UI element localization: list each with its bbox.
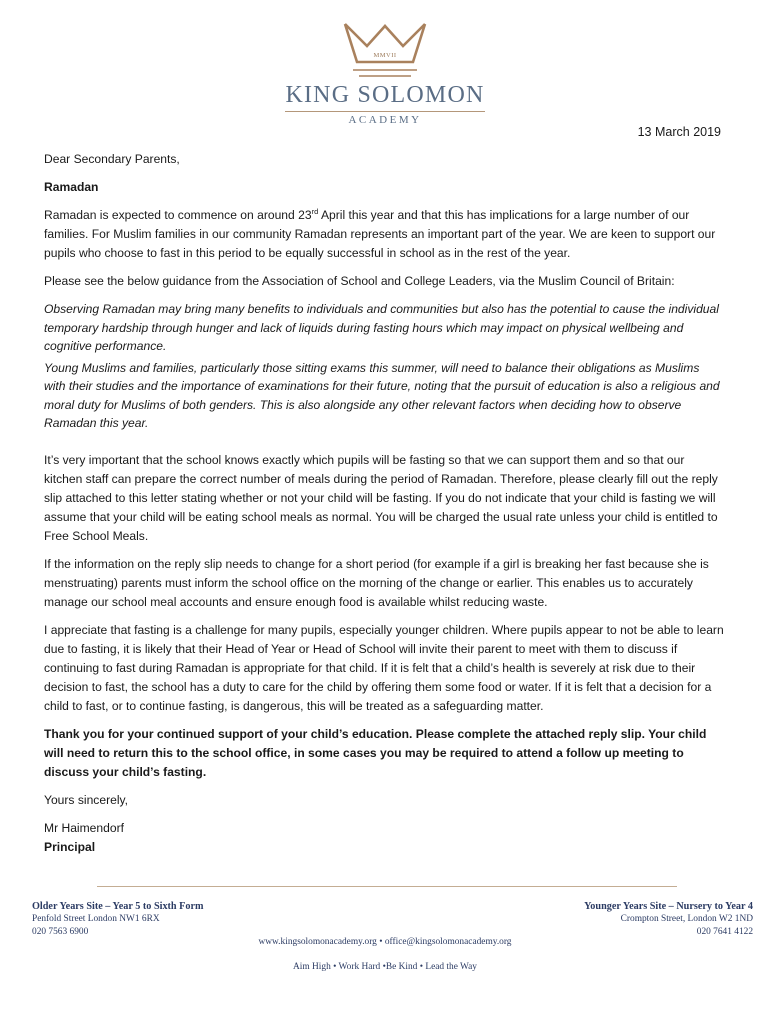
signer-title-text: Principal xyxy=(44,839,96,854)
crown-emblem-icon xyxy=(335,18,435,80)
guidance-quote-1: Observing Ramadan may bring many benefits to individuals and communities but also has the potential to cause the individual temporary hardship through hunger and lack of liquids during fasting hours which may impact on physical wellbeing and cognitive performance. xyxy=(44,302,719,353)
thanks-text: Thank you for your continued support of your child’s education. Please complete the attached reply slip. Your child will need to return this to the school office, in some cases you may be required to attend a follow up meeting to discuss your child’s fasting. xyxy=(44,726,707,779)
older-site-title: Older Years Site – Year 5 to Sixth Form xyxy=(32,901,204,912)
paragraph-guidance: Please see the below guidance from the Association of School and College Leaders, via the Muslim Council of Britain: xyxy=(44,274,675,288)
younger-site-title: Younger Years Site – Nursery to Year 4 xyxy=(584,901,753,912)
subject-text: Ramadan xyxy=(44,180,99,194)
intro-text-end: April this year and that this has implications for a large number of our families. For Muslim families in our community Ramadan represents an important part of the year. We are keen to support our pupils who choose to fast in this period to be equally successful in school as in the rest of the year. xyxy=(44,208,716,260)
ordinal-suffix: rd xyxy=(311,207,319,216)
paragraph-safeguarding: I appreciate that fasting is a challenge for many pupils, especially younger children. Where pupils appear to not be able to learn due to fasting, it is likely that their Head of Year or Head of School will invite their parent to meet with them to discuss if continuing to fast during Ramadan is appropriate for that child. If it is felt that a child’s health is severely at risk due to their decision to fast, the school has a duty to care for the child by offering them some food or water. If it is felt that a decision for a child to fast, or to continue fasting, is dangerous, this will be treated as a safeguarding matter. xyxy=(44,622,724,713)
logo-divider xyxy=(285,111,485,112)
footer-divider xyxy=(97,886,677,887)
paragraph-thanks xyxy=(44,725,724,782)
letter-subject xyxy=(44,178,724,197)
signer-title xyxy=(44,838,724,857)
letter-body xyxy=(44,150,724,857)
closing: Yours sincerely, xyxy=(44,792,129,807)
footer-younger-site xyxy=(584,900,753,939)
paragraph-reply-slip: It’s very important that the school knows exactly which pupils will be fasting so that we can support them and so that our kitchen staff can prepare the correct number of meals during the period of Ramadan. Therefore, please clearly fill out the reply slip attached to this letter stating whether or not your child will be fasting. If you do not indicate that your child is fasting we will assume that your child will be eating school meals as normal. You will be charged the usual rate unless your child is entitled to Free School Meals. xyxy=(44,452,718,543)
intro-text-start: Ramadan is expected to commence on around 23 xyxy=(44,208,312,222)
footer-web-contact: www.kingsolomonacademy.org • office@kingsolomonacademy.org xyxy=(258,937,512,947)
paragraph-changes: If the information on the reply slip needs to change for a short period (for example if a girl is breaking her fast because she is menstruating) parents must inform the school office on the morning of the change or earlier. This enables us to accurately manage our school meal accounts and ensure enough food is available whilst reducing waste. xyxy=(44,556,709,609)
older-site-phone: 020 7563 6900 xyxy=(32,927,89,937)
paragraph-intro xyxy=(44,206,724,263)
salutation: Dear Secondary Parents, xyxy=(44,152,180,166)
logo-school-name: KING SOLOMON xyxy=(285,82,485,108)
younger-site-phone: 020 7641 4122 xyxy=(696,927,753,937)
younger-site-address: Crompton Street, London W2 1ND xyxy=(620,914,753,924)
roman-year: MMVII xyxy=(373,52,397,59)
footer-older-site xyxy=(32,900,203,939)
older-site-address: Penfold Street London NW1 6RX xyxy=(32,914,160,924)
signer-name: Mr Haimendorf xyxy=(44,820,124,835)
footer-motto: Aim High • Work Hard •Be Kind • Lead the Way xyxy=(293,962,477,972)
school-logo xyxy=(270,18,500,126)
letter-date: 13 March 2019 xyxy=(637,125,721,139)
guidance-quote-2: Young Muslims and families, particularly those sitting exams this summer, will need to balance their obligations as Muslims with their studies and the importance of examinations for their future, noting that the pursuit of education is also a religious and moral duty for Muslims of both genders. This is also alongside any other relevant factors when deciding how to observe Ramadan this year. xyxy=(44,360,720,430)
logo-subtitle: ACADEMY xyxy=(348,114,422,126)
